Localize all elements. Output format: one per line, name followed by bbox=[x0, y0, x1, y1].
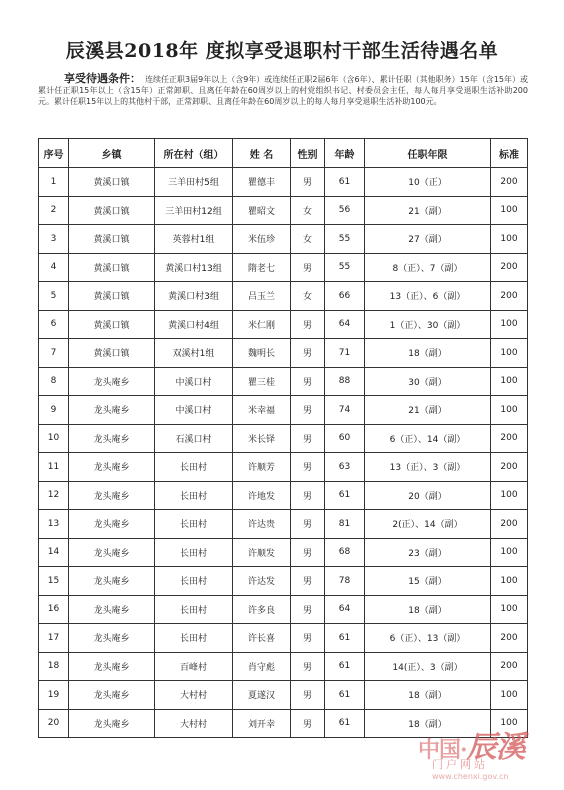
cell-gender: 男 bbox=[291, 624, 325, 653]
cell-tenure: 21（副） bbox=[365, 396, 491, 425]
table-row bbox=[39, 510, 528, 539]
table-row bbox=[39, 624, 528, 653]
watermark-subtitle: 门户网站 bbox=[432, 758, 488, 771]
cell-standard: 200 bbox=[491, 253, 528, 282]
cell-age: 61 bbox=[325, 652, 365, 681]
cell-name: 米幸福 bbox=[233, 396, 291, 425]
table-row bbox=[39, 225, 528, 254]
cell-name: 许地发 bbox=[233, 481, 291, 510]
cell-town: 龙头庵乡 bbox=[69, 481, 155, 510]
cell-name: 吕玉兰 bbox=[233, 282, 291, 311]
cell-index: 11 bbox=[39, 453, 69, 482]
table-row bbox=[39, 538, 528, 567]
cell-gender: 男 bbox=[291, 310, 325, 339]
table-row bbox=[39, 253, 528, 282]
cell-name: 刘开幸 bbox=[233, 709, 291, 738]
cell-village: 大村村 bbox=[155, 709, 233, 738]
cell-town: 黄溪口镇 bbox=[69, 168, 155, 197]
header-standard: 标准 bbox=[491, 139, 528, 168]
cell-age: 71 bbox=[325, 339, 365, 368]
cell-gender: 男 bbox=[291, 709, 325, 738]
cell-standard: 200 bbox=[491, 453, 528, 482]
cell-age: 61 bbox=[325, 168, 365, 197]
cell-town: 黄溪口镇 bbox=[69, 253, 155, 282]
conditions-paragraph bbox=[38, 73, 528, 107]
cell-gender: 男 bbox=[291, 453, 325, 482]
cell-tenure: 10（正） bbox=[365, 168, 491, 197]
cell-village: 大村村 bbox=[155, 681, 233, 710]
cell-standard: 200 bbox=[491, 624, 528, 653]
cell-tenure: 2(正）、14（副） bbox=[365, 510, 491, 539]
cell-age: 61 bbox=[325, 709, 365, 738]
cell-name: 许多良 bbox=[233, 595, 291, 624]
cell-gender: 女 bbox=[291, 196, 325, 225]
cell-age: 64 bbox=[325, 310, 365, 339]
cell-town: 龙头庵乡 bbox=[69, 453, 155, 482]
cell-standard: 100 bbox=[491, 567, 528, 596]
table-row bbox=[39, 681, 528, 710]
table-row bbox=[39, 367, 528, 396]
cell-town: 龙头庵乡 bbox=[69, 624, 155, 653]
cell-index: 6 bbox=[39, 310, 69, 339]
cell-index: 16 bbox=[39, 595, 69, 624]
cell-village: 石溪口村 bbox=[155, 424, 233, 453]
header-village: 所在村（组） bbox=[155, 139, 233, 168]
cell-tenure: 8（正）、7（副） bbox=[365, 253, 491, 282]
cell-tenure: 18（副） bbox=[365, 709, 491, 738]
page-title: 辰溪县2018年 度拟享受退职村干部生活待遇名单 bbox=[65, 40, 499, 62]
retiree-table bbox=[38, 138, 528, 738]
cell-tenure: 15（副） bbox=[365, 567, 491, 596]
cell-age: 78 bbox=[325, 567, 365, 596]
cell-age: 88 bbox=[325, 367, 365, 396]
cell-town: 龙头庵乡 bbox=[69, 538, 155, 567]
cell-name: 瞿昭文 bbox=[233, 196, 291, 225]
cell-name: 许达发 bbox=[233, 567, 291, 596]
watermark-text-b: 辰溪 bbox=[466, 730, 525, 765]
cell-name: 肖守彪 bbox=[233, 652, 291, 681]
cell-name: 许长喜 bbox=[233, 624, 291, 653]
cell-gender: 男 bbox=[291, 538, 325, 567]
cell-tenure: 20（副） bbox=[365, 481, 491, 510]
cell-standard: 100 bbox=[491, 339, 528, 368]
cell-tenure: 27（副） bbox=[365, 225, 491, 254]
cell-tenure: 14(正）、3（副） bbox=[365, 652, 491, 681]
cell-village: 长田村 bbox=[155, 538, 233, 567]
cell-index: 4 bbox=[39, 253, 69, 282]
cell-village: 中溪口村 bbox=[155, 396, 233, 425]
cell-name: 瞿德丰 bbox=[233, 168, 291, 197]
cell-town: 龙头庵乡 bbox=[69, 681, 155, 710]
cell-tenure: 6（正）、13（副） bbox=[365, 624, 491, 653]
cell-index: 13 bbox=[39, 510, 69, 539]
cell-name: 许顺芳 bbox=[233, 453, 291, 482]
cell-tenure: 13（正）、3（副） bbox=[365, 453, 491, 482]
cell-index: 20 bbox=[39, 709, 69, 738]
cell-standard: 100 bbox=[491, 709, 528, 738]
cell-index: 3 bbox=[39, 225, 69, 254]
cell-town: 龙头庵乡 bbox=[69, 595, 155, 624]
cell-age: 55 bbox=[325, 225, 365, 254]
cell-standard: 200 bbox=[491, 652, 528, 681]
cell-gender: 男 bbox=[291, 567, 325, 596]
cell-village: 长田村 bbox=[155, 481, 233, 510]
header-town: 乡镇 bbox=[69, 139, 155, 168]
cell-tenure: 18（副） bbox=[365, 681, 491, 710]
cell-village: 长田村 bbox=[155, 595, 233, 624]
cell-name: 许顺发 bbox=[233, 538, 291, 567]
header-tenure: 任职年限 bbox=[365, 139, 491, 168]
cell-gender: 男 bbox=[291, 652, 325, 681]
table-body bbox=[39, 168, 528, 738]
cell-gender: 男 bbox=[291, 253, 325, 282]
cell-gender: 男 bbox=[291, 481, 325, 510]
cell-village: 长田村 bbox=[155, 624, 233, 653]
cell-name: 瞿三桂 bbox=[233, 367, 291, 396]
cell-gender: 男 bbox=[291, 424, 325, 453]
cell-tenure: 30（副） bbox=[365, 367, 491, 396]
header-index: 序号 bbox=[39, 139, 69, 168]
cell-town: 龙头庵乡 bbox=[69, 424, 155, 453]
cell-gender: 男 bbox=[291, 168, 325, 197]
table-header-row bbox=[39, 139, 528, 168]
cell-gender: 男 bbox=[291, 681, 325, 710]
cell-standard: 200 bbox=[491, 282, 528, 311]
cell-standard: 200 bbox=[491, 510, 528, 539]
cell-gender: 男 bbox=[291, 510, 325, 539]
cell-index: 14 bbox=[39, 538, 69, 567]
table-row bbox=[39, 424, 528, 453]
cell-name: 许达贵 bbox=[233, 510, 291, 539]
cell-gender: 男 bbox=[291, 339, 325, 368]
cell-town: 龙头庵乡 bbox=[69, 510, 155, 539]
cell-village: 三羊田村5组 bbox=[155, 168, 233, 197]
table-row bbox=[39, 652, 528, 681]
cell-age: 61 bbox=[325, 681, 365, 710]
cell-index: 19 bbox=[39, 681, 69, 710]
table-row bbox=[39, 196, 528, 225]
cell-age: 61 bbox=[325, 481, 365, 510]
header-age: 年龄 bbox=[325, 139, 365, 168]
cell-name: 隋老七 bbox=[233, 253, 291, 282]
header-gender: 性别 bbox=[291, 139, 325, 168]
cell-standard: 200 bbox=[491, 424, 528, 453]
table-row bbox=[39, 282, 528, 311]
cell-village: 黄溪口村3组 bbox=[155, 282, 233, 311]
cell-tenure: 18（副） bbox=[365, 595, 491, 624]
cell-standard: 200 bbox=[491, 168, 528, 197]
table-row bbox=[39, 168, 528, 197]
cell-village: 长田村 bbox=[155, 567, 233, 596]
cell-standard: 100 bbox=[491, 225, 528, 254]
table-row bbox=[39, 310, 528, 339]
cell-town: 黄溪口镇 bbox=[69, 310, 155, 339]
cell-tenure: 1（正）、30（副） bbox=[365, 310, 491, 339]
cell-gender: 女 bbox=[291, 225, 325, 254]
cell-index: 7 bbox=[39, 339, 69, 368]
cell-index: 8 bbox=[39, 367, 69, 396]
table-row bbox=[39, 339, 528, 368]
cell-village: 三羊田村12组 bbox=[155, 196, 233, 225]
conditions-text: 连续任正职3届9年以上（含9年）或连续任正职2届6年（含6年）、累计任职（其他职务）15年（含15年）或累计任正职15年以上（含15年）正常卸职、且离任年龄在60周岁以上的村党组织书记、村委员会主任，每人每月享受退职生活补助200元。累计任职15年以上的其他村干部，正常卸职、且离任年龄在60周岁以上的每人每月享受退职生活补助100元。 bbox=[38, 75, 528, 106]
cell-standard: 100 bbox=[491, 595, 528, 624]
cell-age: 55 bbox=[325, 253, 365, 282]
cell-gender: 男 bbox=[291, 367, 325, 396]
table-row bbox=[39, 396, 528, 425]
cell-village: 百峰村 bbox=[155, 652, 233, 681]
cell-tenure: 6（正）、14（副） bbox=[365, 424, 491, 453]
table-row bbox=[39, 453, 528, 482]
cell-standard: 100 bbox=[491, 396, 528, 425]
cell-town: 龙头庵乡 bbox=[69, 396, 155, 425]
cell-index: 10 bbox=[39, 424, 69, 453]
cell-gender: 男 bbox=[291, 595, 325, 624]
header-name: 姓 名 bbox=[233, 139, 291, 168]
cell-town: 黄溪口镇 bbox=[69, 225, 155, 254]
cell-age: 61 bbox=[325, 624, 365, 653]
watermark-url: www.chenxi.gov.cn bbox=[432, 772, 509, 781]
cell-age: 74 bbox=[325, 396, 365, 425]
cell-village: 黄溪口村4组 bbox=[155, 310, 233, 339]
cell-age: 60 bbox=[325, 424, 365, 453]
table-row bbox=[39, 481, 528, 510]
cell-age: 66 bbox=[325, 282, 365, 311]
cell-town: 龙头庵乡 bbox=[69, 652, 155, 681]
cell-town: 黄溪口镇 bbox=[69, 282, 155, 311]
cell-town: 黄溪口镇 bbox=[69, 196, 155, 225]
cell-age: 63 bbox=[325, 453, 365, 482]
cell-age: 64 bbox=[325, 595, 365, 624]
cell-standard: 100 bbox=[491, 310, 528, 339]
cell-index: 18 bbox=[39, 652, 69, 681]
cell-index: 15 bbox=[39, 567, 69, 596]
cell-village: 黄溪口村13组 bbox=[155, 253, 233, 282]
cell-gender: 女 bbox=[291, 282, 325, 311]
cell-tenure: 18（副） bbox=[365, 339, 491, 368]
cell-village: 中溪口村 bbox=[155, 367, 233, 396]
cell-name: 夏遂汉 bbox=[233, 681, 291, 710]
cell-tenure: 23（副） bbox=[365, 538, 491, 567]
cell-index: 1 bbox=[39, 168, 69, 197]
cell-village: 长田村 bbox=[155, 453, 233, 482]
cell-index: 17 bbox=[39, 624, 69, 653]
conditions-label: 享受待遇条件： bbox=[64, 72, 142, 85]
cell-tenure: 13（正）、6（副） bbox=[365, 282, 491, 311]
cell-standard: 100 bbox=[491, 196, 528, 225]
cell-name: 米仁刚 bbox=[233, 310, 291, 339]
cell-name: 米长铎 bbox=[233, 424, 291, 453]
cell-age: 81 bbox=[325, 510, 365, 539]
cell-standard: 100 bbox=[491, 681, 528, 710]
cell-standard: 100 bbox=[491, 481, 528, 510]
table-row bbox=[39, 567, 528, 596]
cell-village: 英蓉村1组 bbox=[155, 225, 233, 254]
cell-village: 长田村 bbox=[155, 510, 233, 539]
cell-town: 黄溪口镇 bbox=[69, 339, 155, 368]
cell-index: 2 bbox=[39, 196, 69, 225]
cell-age: 68 bbox=[325, 538, 365, 567]
cell-gender: 男 bbox=[291, 396, 325, 425]
cell-index: 12 bbox=[39, 481, 69, 510]
cell-index: 9 bbox=[39, 396, 69, 425]
cell-name: 魏明长 bbox=[233, 339, 291, 368]
cell-age: 56 bbox=[325, 196, 365, 225]
cell-tenure: 21（副） bbox=[365, 196, 491, 225]
cell-town: 龙头庵乡 bbox=[69, 367, 155, 396]
cell-name: 米伍珍 bbox=[233, 225, 291, 254]
cell-standard: 100 bbox=[491, 538, 528, 567]
watermark-text-a: 中国· bbox=[418, 737, 467, 763]
table-row bbox=[39, 595, 528, 624]
cell-town: 龙头庵乡 bbox=[69, 567, 155, 596]
cell-index: 5 bbox=[39, 282, 69, 311]
cell-town: 龙头庵乡 bbox=[69, 709, 155, 738]
cell-standard: 100 bbox=[491, 367, 528, 396]
cell-village: 双溪村1组 bbox=[155, 339, 233, 368]
